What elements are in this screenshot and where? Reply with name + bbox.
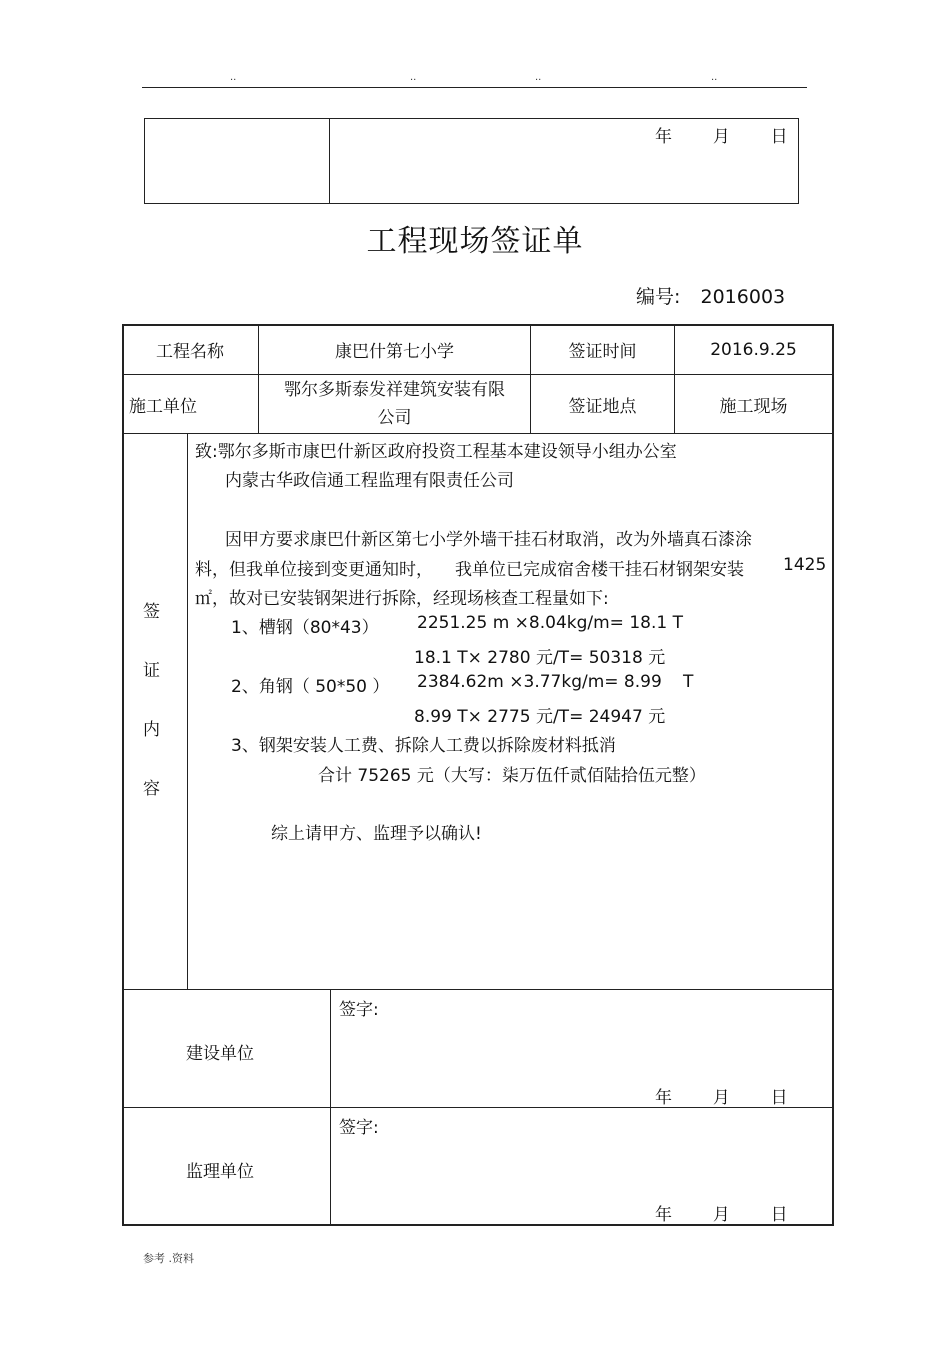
header-dot: .. <box>230 72 237 83</box>
contractor-value-line2: 公司 <box>377 408 412 428</box>
side-label-char: 证 <box>143 661 160 681</box>
project-name-value: 康巴什第七小学 <box>335 342 454 362</box>
item-calc: 8.99 T× 2775 元/T= 24947 元 <box>414 707 666 727</box>
builder-date <box>655 1083 788 1108</box>
col-divider <box>330 989 331 1226</box>
contractor-value-line1: 鄂尔多斯泰发祥建筑安装有限 <box>284 380 505 400</box>
supervisor-label: 监理单位 <box>186 1162 254 1182</box>
item-calc: 2251.25 m ×8.04kg/m= 18.1 T <box>417 613 683 633</box>
item-calc-unit: T <box>683 672 694 692</box>
supervisor-sign-label: 签字: <box>339 1118 379 1138</box>
paragraph-part: ，故对已安装钢架进行拆除，经现场核查工程量如下: <box>212 589 609 609</box>
day-label: 日 <box>770 127 788 147</box>
contractor-label: 施工单位 <box>129 397 197 417</box>
side-label-char: 签 <box>143 602 160 622</box>
paragraph-part: 我单位已完成宿舍楼干挂石材钢架安装 <box>455 560 744 580</box>
document-number <box>636 282 785 309</box>
visa-time-label: 签证时间 <box>568 342 637 362</box>
year-label: 年 <box>655 127 672 147</box>
number-value: 2016003 <box>700 286 786 308</box>
contractor-value <box>259 376 530 432</box>
supervisor-date <box>655 1200 788 1225</box>
cc-line: 内蒙古华政信通工程监理有限责任公司 <box>225 471 514 491</box>
quantity-value: 1425 <box>783 555 827 575</box>
visa-place-value: 施工现场 <box>719 396 788 417</box>
footer-note: 参考 .资料 <box>143 1252 194 1265</box>
col-divider <box>187 433 188 989</box>
paragraph-line <box>195 584 609 609</box>
day-label: 日 <box>770 1205 788 1225</box>
row-divider <box>122 989 834 990</box>
item-calc: 18.1 T× 2780 元/T= 50318 元 <box>414 648 666 668</box>
month-label: 月 <box>712 127 730 147</box>
side-label-char: 内 <box>143 720 160 740</box>
month-label: 月 <box>712 1205 730 1225</box>
paragraph-part: 料，但我单位接到变更通知时， <box>195 560 433 580</box>
item-calc: 2384.62m ×3.77kg/m= 8.99 <box>417 672 662 692</box>
paragraph-line: 因甲方要求康巴什新区第七小学外墙干挂石材取消，改为外墙真石漆涂 <box>225 530 752 550</box>
header-dot: .. <box>410 72 417 83</box>
divider <box>329 118 330 204</box>
item-label: 1、槽钢（80*43） <box>231 618 379 638</box>
year-label: 年 <box>655 1205 672 1225</box>
year-label: 年 <box>655 1088 672 1108</box>
closing-line: 综上请甲方、监理予以确认! <box>271 824 482 844</box>
area-unit: ㎡ <box>195 589 212 609</box>
paragraph-line <box>195 555 744 580</box>
builder-label: 建设单位 <box>186 1044 254 1064</box>
total-line: 合计 75265 元（大写：柒万伍仟贰佰陆拾伍元整） <box>318 766 706 786</box>
item-label: 2、角钢（ 50*50 ） <box>231 677 390 697</box>
row-divider <box>122 433 834 434</box>
month-label: 月 <box>712 1088 730 1108</box>
number-label: 编号: <box>636 286 681 308</box>
header-rule <box>142 87 807 88</box>
visa-place-label: 签证地点 <box>568 396 637 417</box>
project-name-label: 工程名称 <box>156 342 224 362</box>
visa-time-value: 2016.9.25 <box>710 339 797 360</box>
header-dot: .. <box>535 72 542 83</box>
item-label: 3、钢架安装人工费、拆除人工费以拆除废材料抵消 <box>231 736 616 756</box>
day-label: 日 <box>770 1088 788 1108</box>
top-date <box>655 122 788 147</box>
side-label-char: 容 <box>143 779 160 799</box>
addressee-line: 致:鄂尔多斯市康巴什新区政府投资工程基本建设领导小组办公室 <box>195 442 677 462</box>
document-title: 工程现场签证单 <box>366 224 584 259</box>
builder-sign-label: 签字: <box>339 1000 379 1020</box>
header-dot: .. <box>711 72 718 83</box>
